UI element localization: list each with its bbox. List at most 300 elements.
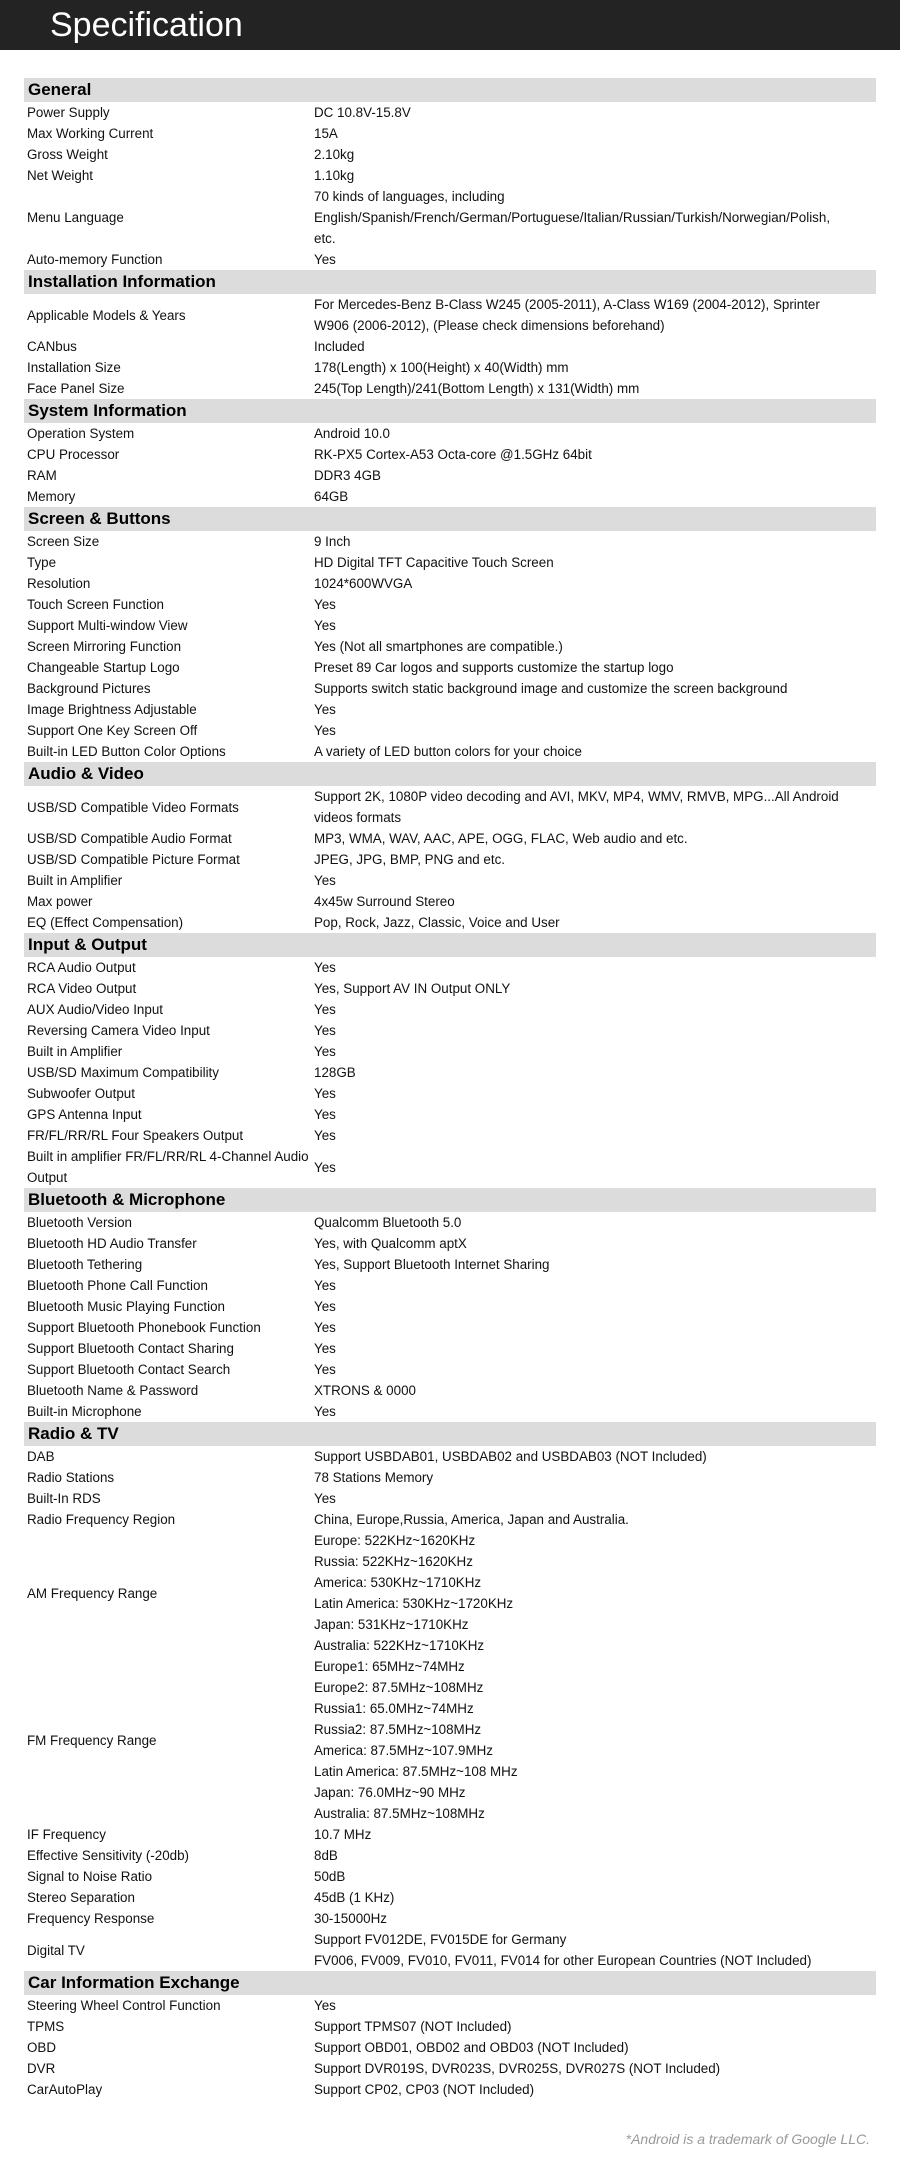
spec-label: Built-In RDS: [27, 1491, 101, 1506]
spec-row: [24, 1254, 876, 1275]
spec-value: [314, 1359, 876, 1380]
spec-label: USB/SD Maximum Compatibility: [27, 1065, 219, 1080]
spec-row: [24, 1509, 876, 1530]
spec-value: [314, 978, 876, 999]
spec-value-line: Latin America: 530KHz~1720KHz: [314, 1596, 514, 1611]
spec-value: [314, 594, 876, 615]
spec-label: Changeable Startup Logo: [27, 660, 180, 675]
spec-table: [24, 78, 876, 2100]
spec-label: Built in Amplifier: [27, 873, 123, 888]
spec-value: [314, 123, 876, 144]
spec-label: USB/SD Compatible Audio Format: [27, 831, 232, 846]
spec-label: Radio Frequency Region: [27, 1512, 176, 1527]
spec-value-line: Yes: [314, 1491, 336, 1506]
spec-label: Effective Sensitivity (-20db): [27, 1848, 189, 1863]
spec-label: Operation System: [27, 426, 135, 441]
spec-value-line: Support FV012DE, FV015DE for Germany: [314, 1932, 567, 1947]
spec-value: [314, 144, 876, 165]
section-header: [24, 1422, 876, 1446]
spec-value: [314, 2079, 876, 2100]
spec-value-line: China, Europe,Russia, America, Japan and Australia.: [314, 1512, 629, 1527]
spec-row: [24, 891, 876, 912]
spec-value-line: 8dB: [314, 1848, 338, 1863]
spec-label: Bluetooth Version: [27, 1215, 132, 1230]
spec-value-line: etc.: [314, 231, 336, 246]
spec-row: [24, 336, 876, 357]
spec-row: [24, 1908, 876, 1929]
spec-label: DAB: [27, 1449, 55, 1464]
spec-row: [24, 1104, 876, 1125]
spec-value: [314, 678, 876, 699]
spec-value-line: Yes (Not all smartphones are compatible.): [314, 639, 563, 654]
spec-row: [24, 699, 876, 720]
section-title: System Information: [24, 399, 876, 423]
spec-value-line: 178(Length) x 100(Height) x 40(Width) mm: [314, 360, 569, 375]
spec-value-line: 128GB: [314, 1065, 356, 1080]
trademark-footnote: *Android is a trademark of Google LLC.: [625, 2131, 870, 2147]
spec-value: [314, 636, 876, 657]
spec-value: [314, 1296, 876, 1317]
spec-label: Installation Size: [27, 360, 121, 375]
spec-value: [314, 1083, 876, 1104]
spec-value: [314, 741, 876, 762]
spec-row: [24, 1212, 876, 1233]
spec-label: RAM: [27, 468, 57, 483]
spec-value: [314, 1275, 876, 1296]
spec-row: [24, 573, 876, 594]
spec-value-line: Yes: [314, 597, 336, 612]
spec-value-line: Android 10.0: [314, 426, 390, 441]
spec-value-line: Preset 89 Car logos and supports customize the startup logo: [314, 660, 674, 675]
spec-label: Face Panel Size: [27, 381, 125, 396]
spec-value-line: Yes: [314, 1278, 336, 1293]
spec-value-line: Russia: 522KHz~1620KHz: [314, 1554, 473, 1569]
spec-label: Support Multi-window View: [27, 618, 188, 633]
spec-row: [24, 1845, 876, 1866]
spec-label: Built-in Microphone: [27, 1404, 142, 1419]
spec-value-line: Yes, with Qualcomm aptX: [314, 1236, 467, 1251]
spec-value-line: Yes: [314, 618, 336, 633]
spec-value-line: Yes: [314, 873, 336, 888]
spec-value: [314, 957, 876, 978]
spec-value: [314, 294, 876, 336]
spec-label: Subwoofer Output: [27, 1086, 135, 1101]
spec-value: [314, 423, 876, 444]
spec-value-line: Yes: [314, 702, 336, 717]
spec-value-line: Europe2: 87.5MHz~108MHz: [314, 1680, 484, 1695]
section-header: [24, 78, 876, 102]
spec-value-line: Yes, Support Bluetooth Internet Sharing: [314, 1257, 550, 1272]
spec-value-line: Japan: 76.0MHz~90 MHz: [314, 1785, 466, 1800]
spec-value-line: 245(Top Length)/241(Bottom Length) x 131(Width) mm: [314, 381, 640, 396]
spec-row: [24, 486, 876, 507]
spec-label: Resolution: [27, 576, 91, 591]
spec-value-line: Yes: [314, 252, 336, 267]
spec-value-line: Included: [314, 339, 365, 354]
spec-value-line: America: 530KHz~1710KHz: [314, 1575, 482, 1590]
section-header: [24, 762, 876, 786]
spec-value-line: W906 (2006-2012), (Please check dimensions beforehand): [314, 318, 665, 333]
spec-label: Screen Mirroring Function: [27, 639, 182, 654]
spec-row: [24, 870, 876, 891]
spec-value-line: Yes: [314, 723, 336, 738]
spec-value: [314, 1866, 876, 1887]
spec-value-line: Yes: [314, 1128, 336, 1143]
spec-label: USB/SD Compatible Video Formats: [27, 799, 239, 815]
spec-value-line: Pop, Rock, Jazz, Classic, Voice and User: [314, 915, 560, 930]
spec-value: [314, 1824, 876, 1845]
spec-label: Support Bluetooth Contact Sharing: [27, 1341, 234, 1356]
spec-row: [24, 978, 876, 999]
spec-value: [314, 1446, 876, 1467]
section-title: Bluetooth & Microphone: [24, 1188, 876, 1212]
spec-value-line: JPEG, JPG, BMP, PNG and etc.: [314, 852, 506, 867]
spec-row: [24, 144, 876, 165]
spec-label: Applicable Models & Years: [27, 307, 186, 323]
spec-label: Frequency Response: [27, 1911, 155, 1926]
spec-value-line: 10.7 MHz: [314, 1827, 372, 1842]
spec-row: [24, 657, 876, 678]
spec-row: [24, 1041, 876, 1062]
spec-label: IF Frequency: [27, 1827, 106, 1842]
spec-value-line: Support OBD01, OBD02 and OBD03 (NOT Included): [314, 2040, 629, 2055]
page-title: Specification: [0, 0, 900, 50]
spec-value-line: MP3, WMA, WAV, AAC, APE, OGG, FLAC, Web audio and etc.: [314, 831, 688, 846]
spec-row: [24, 849, 876, 870]
spec-value-line: 45dB (1 KHz): [314, 1890, 395, 1905]
spec-label: Screen Size: [27, 534, 100, 549]
spec-label: DVR: [27, 2061, 56, 2076]
spec-label: Built-in LED Button Color Options: [27, 744, 226, 759]
spec-row: [24, 1824, 876, 1845]
spec-value: [314, 1929, 876, 1971]
spec-row: [24, 1338, 876, 1359]
spec-value-line: 1.10kg: [314, 168, 355, 183]
spec-row: [24, 186, 876, 249]
section-header: [24, 1971, 876, 1995]
spec-label: Digital TV: [27, 1942, 85, 1958]
spec-value: [314, 1338, 876, 1359]
spec-value: [314, 1254, 876, 1275]
spec-row: [24, 423, 876, 444]
spec-value: [314, 531, 876, 552]
spec-value: [314, 720, 876, 741]
spec-row: [24, 1929, 876, 1971]
spec-label: Signal to Noise Ratio: [27, 1869, 153, 1884]
spec-label: Memory: [27, 489, 76, 504]
spec-label: Background Pictures: [27, 681, 151, 696]
spec-row: [24, 786, 876, 828]
spec-row: [24, 1401, 876, 1422]
spec-label: Stereo Separation: [27, 1890, 135, 1905]
spec-row: [24, 636, 876, 657]
spec-value: [314, 573, 876, 594]
spec-row: [24, 828, 876, 849]
spec-row: [24, 678, 876, 699]
spec-row: [24, 2079, 876, 2100]
spec-label: Power Supply: [27, 105, 110, 120]
spec-label: Type: [27, 555, 57, 570]
spec-value-line: Yes: [314, 1362, 336, 1377]
spec-value-line: Yes, Support AV IN Output ONLY: [314, 981, 511, 996]
spec-value-line: 70 kinds of languages, including: [314, 189, 505, 204]
spec-value: [314, 870, 876, 891]
spec-row: [24, 1530, 876, 1656]
spec-value: [314, 1530, 876, 1656]
section-title: Input & Output: [24, 933, 876, 957]
spec-value-line: Yes: [314, 1998, 336, 2013]
spec-value: [314, 2016, 876, 2037]
spec-value-line: Supports switch static background image and customize the screen background: [314, 681, 788, 696]
spec-label: RCA Audio Output: [27, 960, 136, 975]
spec-label: Support Bluetooth Contact Search: [27, 1362, 231, 1377]
spec-row: [24, 720, 876, 741]
spec-value: [314, 1104, 876, 1125]
spec-label: Max Working Current: [27, 126, 154, 141]
spec-value: [314, 1995, 876, 2016]
spec-value-line: RK-PX5 Cortex-A53 Octa-core @1.5GHz 64bit: [314, 447, 592, 462]
spec-row: [24, 1656, 876, 1824]
spec-value-line: A variety of LED button colors for your choice: [314, 744, 582, 759]
spec-label: Max power: [27, 894, 93, 909]
spec-label: AUX Audio/Video Input: [27, 1002, 163, 1017]
spec-value: [314, 699, 876, 720]
spec-label: FR/FL/RR/RL Four Speakers Output: [27, 1128, 244, 1143]
spec-label: EQ (Effect Compensation): [27, 915, 184, 930]
spec-value: [314, 1317, 876, 1338]
spec-row: [24, 1275, 876, 1296]
spec-value-line: Yes: [314, 1044, 336, 1059]
spec-label: CarAutoPlay: [27, 2082, 103, 2097]
spec-value: [314, 1509, 876, 1530]
spec-value: [314, 1233, 876, 1254]
spec-value-line: 15A: [314, 126, 338, 141]
spec-value-line: 9 Inch: [314, 534, 351, 549]
spec-value-line: Yes: [314, 1404, 336, 1419]
spec-value-line: Australia: 87.5MHz~108MHz: [314, 1806, 485, 1821]
spec-value-line: Yes: [314, 1002, 336, 1017]
spec-row: [24, 357, 876, 378]
spec-row: [24, 2037, 876, 2058]
spec-value-line: Qualcomm Bluetooth 5.0: [314, 1215, 462, 1230]
spec-label: Support Bluetooth Phonebook Function: [27, 1320, 261, 1335]
spec-label: GPS Antenna Input: [27, 1107, 142, 1122]
spec-label: Touch Screen Function: [27, 597, 164, 612]
spec-label: Built in Amplifier: [27, 1044, 123, 1059]
spec-value: [314, 1125, 876, 1146]
spec-value: [314, 249, 876, 270]
spec-value: [314, 486, 876, 507]
spec-value-line: Yes: [314, 1320, 336, 1335]
section-header: [24, 399, 876, 423]
spec-value-line: 4x45w Surround Stereo: [314, 894, 455, 909]
spec-value-line: Support CP02, CP03 (NOT Included): [314, 2082, 535, 2097]
spec-label: CANbus: [27, 339, 77, 354]
spec-row: [24, 1866, 876, 1887]
spec-value: [314, 1656, 876, 1824]
spec-value-line: videos formats: [314, 810, 402, 825]
spec-value-line: English/Spanish/French/German/Portuguese/Italian/Russian/Turkish/Norwegian/Polish,: [314, 210, 831, 225]
spec-value: [314, 1020, 876, 1041]
spec-label: Bluetooth Name & Password: [27, 1383, 199, 1398]
spec-label: AM Frequency Range: [27, 1585, 158, 1601]
spec-value: [314, 1488, 876, 1509]
spec-label: Image Brightness Adjustable: [27, 702, 197, 717]
spec-value: [314, 849, 876, 870]
spec-value: [314, 999, 876, 1020]
spec-label: Bluetooth Tethering: [27, 1257, 143, 1272]
section-title: Radio & TV: [24, 1422, 876, 1446]
spec-value-line: XTRONS & 0000: [314, 1383, 416, 1398]
spec-row: [24, 1446, 876, 1467]
spec-value: [314, 828, 876, 849]
section-title: General: [24, 78, 876, 102]
spec-value-line: For Mercedes-Benz B-Class W245 (2005-2011), A-Class W169 (2004-2012), Sprinter: [314, 297, 820, 312]
spec-value-line: DDR3 4GB: [314, 468, 381, 483]
spec-value: [314, 1041, 876, 1062]
spec-row: [24, 294, 876, 336]
spec-value-line: 30-15000Hz: [314, 1911, 387, 1926]
spec-row: [24, 594, 876, 615]
spec-value-line: Russia2: 87.5MHz~108MHz: [314, 1722, 482, 1737]
spec-value: [314, 1908, 876, 1929]
spec-value-line: Latin America: 87.5MHz~108 MHz: [314, 1764, 518, 1779]
spec-value-line: America: 87.5MHz~107.9MHz: [314, 1743, 493, 1758]
spec-label: USB/SD Compatible Picture Format: [27, 852, 240, 867]
spec-label: RCA Video Output: [27, 981, 137, 996]
spec-label: FM Frequency Range: [27, 1732, 157, 1748]
spec-value-line: Yes: [314, 1299, 336, 1314]
spec-value-line: DC 10.8V-15.8V: [314, 105, 411, 120]
spec-row: [24, 2016, 876, 2037]
spec-value: [314, 1062, 876, 1083]
spec-label: Bluetooth Music Playing Function: [27, 1299, 225, 1314]
spec-value-line: 1024*600WVGA: [314, 576, 413, 591]
spec-value-line: HD Digital TFT Capacitive Touch Screen: [314, 555, 554, 570]
spec-value-line: Japan: 531KHz~1710KHz: [314, 1617, 469, 1632]
spec-row: [24, 957, 876, 978]
spec-value: [314, 465, 876, 486]
spec-row: [24, 1233, 876, 1254]
spec-value: [314, 165, 876, 186]
spec-value: [314, 1212, 876, 1233]
spec-value: [314, 1467, 876, 1488]
spec-row: [24, 1488, 876, 1509]
spec-row: [24, 1020, 876, 1041]
spec-row: [24, 1887, 876, 1908]
spec-row: [24, 1317, 876, 1338]
spec-value-line: Yes: [314, 1086, 336, 1101]
spec-row: [24, 1125, 876, 1146]
spec-value: [314, 1401, 876, 1422]
spec-label: Bluetooth Phone Call Function: [27, 1278, 208, 1293]
spec-row: [24, 741, 876, 762]
spec-row: [24, 1380, 876, 1401]
spec-value-line: Europe1: 65MHz~74MHz: [314, 1659, 465, 1674]
section-header: [24, 1188, 876, 1212]
spec-value: [314, 891, 876, 912]
section-title: Screen & Buttons: [24, 507, 876, 531]
spec-value: [314, 1146, 876, 1188]
spec-label: Steering Wheel Control Function: [27, 1998, 221, 2013]
section-title: Audio & Video: [24, 762, 876, 786]
spec-row: [24, 1296, 876, 1317]
spec-value-line: Yes: [314, 960, 336, 975]
spec-value: [314, 1845, 876, 1866]
spec-row: [24, 2058, 876, 2079]
section-title: Installation Information: [24, 270, 876, 294]
spec-row: [24, 615, 876, 636]
spec-label: Gross Weight: [27, 147, 108, 162]
spec-value: [314, 378, 876, 399]
spec-value-line: 2.10kg: [314, 147, 355, 162]
spec-label: Menu Language: [27, 210, 124, 225]
spec-value-line: Support TPMS07 (NOT Included): [314, 2019, 512, 2034]
spec-value-line: Russia1: 65.0MHz~74MHz: [314, 1701, 474, 1716]
spec-label: Net Weight: [27, 168, 93, 183]
spec-value: [314, 357, 876, 378]
spec-value: [314, 615, 876, 636]
spec-row: [24, 123, 876, 144]
spec-value: [314, 1887, 876, 1908]
spec-label: CPU Processor: [27, 447, 120, 462]
spec-value: [314, 912, 876, 933]
spec-value: [314, 186, 876, 249]
spec-value: [314, 1380, 876, 1401]
spec-value-line: 64GB: [314, 489, 349, 504]
spec-label: Built in amplifier FR/FL/RR/RL 4-Channel Audio Output: [27, 1149, 309, 1185]
section-title: Car Information Exchange: [24, 1971, 876, 1995]
spec-value-line: Support DVR019S, DVR023S, DVR025S, DVR027S (NOT Included): [314, 2061, 721, 2076]
spec-row: [24, 444, 876, 465]
spec-label: Support One Key Screen Off: [27, 723, 198, 738]
spec-value-line: 50dB: [314, 1869, 346, 1884]
spec-label: OBD: [27, 2040, 57, 2055]
spec-row: [24, 1359, 876, 1380]
spec-row: [24, 1062, 876, 1083]
spec-row: [24, 1083, 876, 1104]
spec-value-line: Yes: [314, 1107, 336, 1122]
spec-row: [24, 552, 876, 573]
spec-row: [24, 1467, 876, 1488]
spec-value: [314, 657, 876, 678]
spec-row: [24, 102, 876, 123]
spec-value-line: 78 Stations Memory: [314, 1470, 434, 1485]
spec-row: [24, 912, 876, 933]
spec-value-line: Australia: 522KHz~1710KHz: [314, 1638, 485, 1653]
spec-value-line: Yes: [314, 1341, 336, 1356]
spec-value-line: FV006, FV009, FV010, FV011, FV014 for other European Countries (NOT Included): [314, 1953, 812, 1968]
spec-row: [24, 165, 876, 186]
section-header: [24, 933, 876, 957]
spec-value: [314, 102, 876, 123]
spec-row: [24, 1146, 876, 1188]
spec-value: [314, 552, 876, 573]
spec-value-line: Support USBDAB01, USBDAB02 and USBDAB03 (NOT Included): [314, 1449, 707, 1464]
spec-value-line: Yes: [314, 1023, 336, 1038]
spec-value: [314, 336, 876, 357]
spec-value: [314, 2037, 876, 2058]
spec-row: [24, 1995, 876, 2016]
spec-row: [24, 249, 876, 270]
spec-value-line: Yes: [314, 1159, 336, 1175]
section-header: [24, 507, 876, 531]
spec-label: TPMS: [27, 2019, 65, 2034]
spec-value-line: Europe: 522KHz~1620KHz: [314, 1533, 476, 1548]
spec-value-line: Support 2K, 1080P video decoding and AVI, MKV, MP4, WMV, RMVB, MPG...All Android: [314, 789, 839, 804]
spec-row: [24, 531, 876, 552]
spec-value: [314, 786, 876, 828]
